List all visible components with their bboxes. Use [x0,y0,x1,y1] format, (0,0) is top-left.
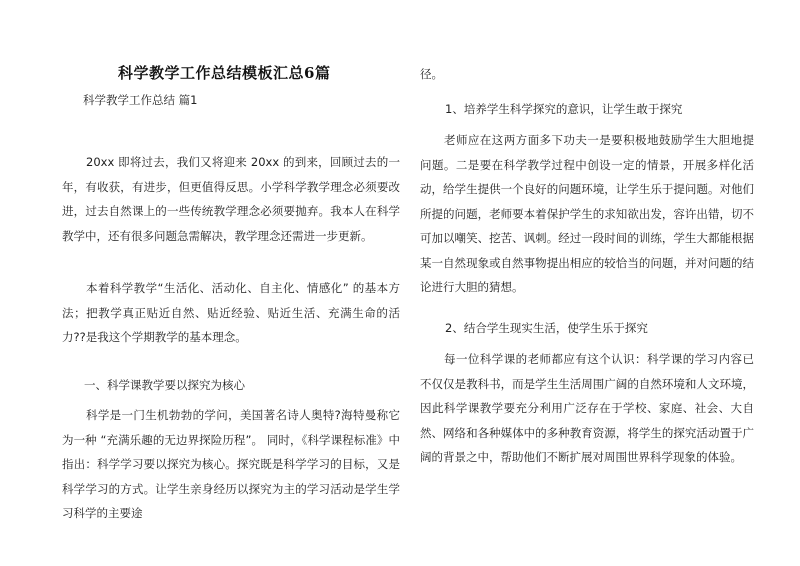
left-paragraph-1: 20xx 即将过去，我们又将迎来 20xx 的到来，回顾过去的一年，有收获，有进步，但更值得反思。小学科学教学理念必须要改进，过去自然课上的一些传统教学理念必须要抛弃。我本人在科学教学中，还有很多问题急需解决，教学理念还需进一步更新。 [62,155,400,243]
sub-heading-1: 1、培养学生科学探究的意识，让学生敢于探究 [445,102,683,116]
left-paragraph-2: 本着科学教学“生活化、活动化、自主化、情感化” 的基本方法；把教学真正贴近自然、贴近经验、贴近生活、充满生命的活力??是我这个学期教学的基本理念。 [62,281,400,344]
document-title: 科学教学工作总结模板汇总6篇 [118,64,331,82]
document-subtitle: 科学教学工作总结 篇1 [83,93,198,107]
sub-heading-2: 2、结合学生现实生活，使学生乐于探究 [445,321,648,335]
section-heading-1: 一、科学课教学要以探究为核心 [84,378,245,392]
right-paragraph-1: 老师应在这两方面多下功夫一是要积极地鼓励学生大胆地提问题。二是要在科学教学过程中创设一定的情景，开展多样化活动，给学生提供一个良好的问题环境，让学生乐于提问题。对他们所提的问题，老师要本着保护学生的求知欲出发，容许出错，切不可加以嘲笑、挖苦、讽刺。经过一段时间的训练，学生大都能根据某一自然现象或自然事物提出相应的较恰当的问题，并对问题的结论进行大胆的猜想。 [420,133,754,294]
left-paragraph-3: 科学是一门生机勃勃的学问，美国著名诗人奥特?海特曼称它为一种 “充满乐趣的无边界探险历程”。 同时，《科学课程标准》中指出：科学学习要以探究为核心。探究既是科学学习的目标，又是科学学习的方式。让学生亲身经历以探究为主的学习活动是学生学习科学的主要途 [62,408,400,520]
right-paragraph-2: 每一位科学课的老师都应有这个认识：科学课的学习内容已不仅仅是教科书，而是学生生活周围广阔的自然环境和人文环境，因此科学课教学要充分利用广泛存在于学校、家庭、社会、大自然、网络和各种媒体中的多种教育资源，将学生的探究活动置于广阔的背景之中，帮助他们不断扩展对周围世界科学现象的体验。 [420,352,754,464]
right-continuation: 径。 [420,67,443,81]
